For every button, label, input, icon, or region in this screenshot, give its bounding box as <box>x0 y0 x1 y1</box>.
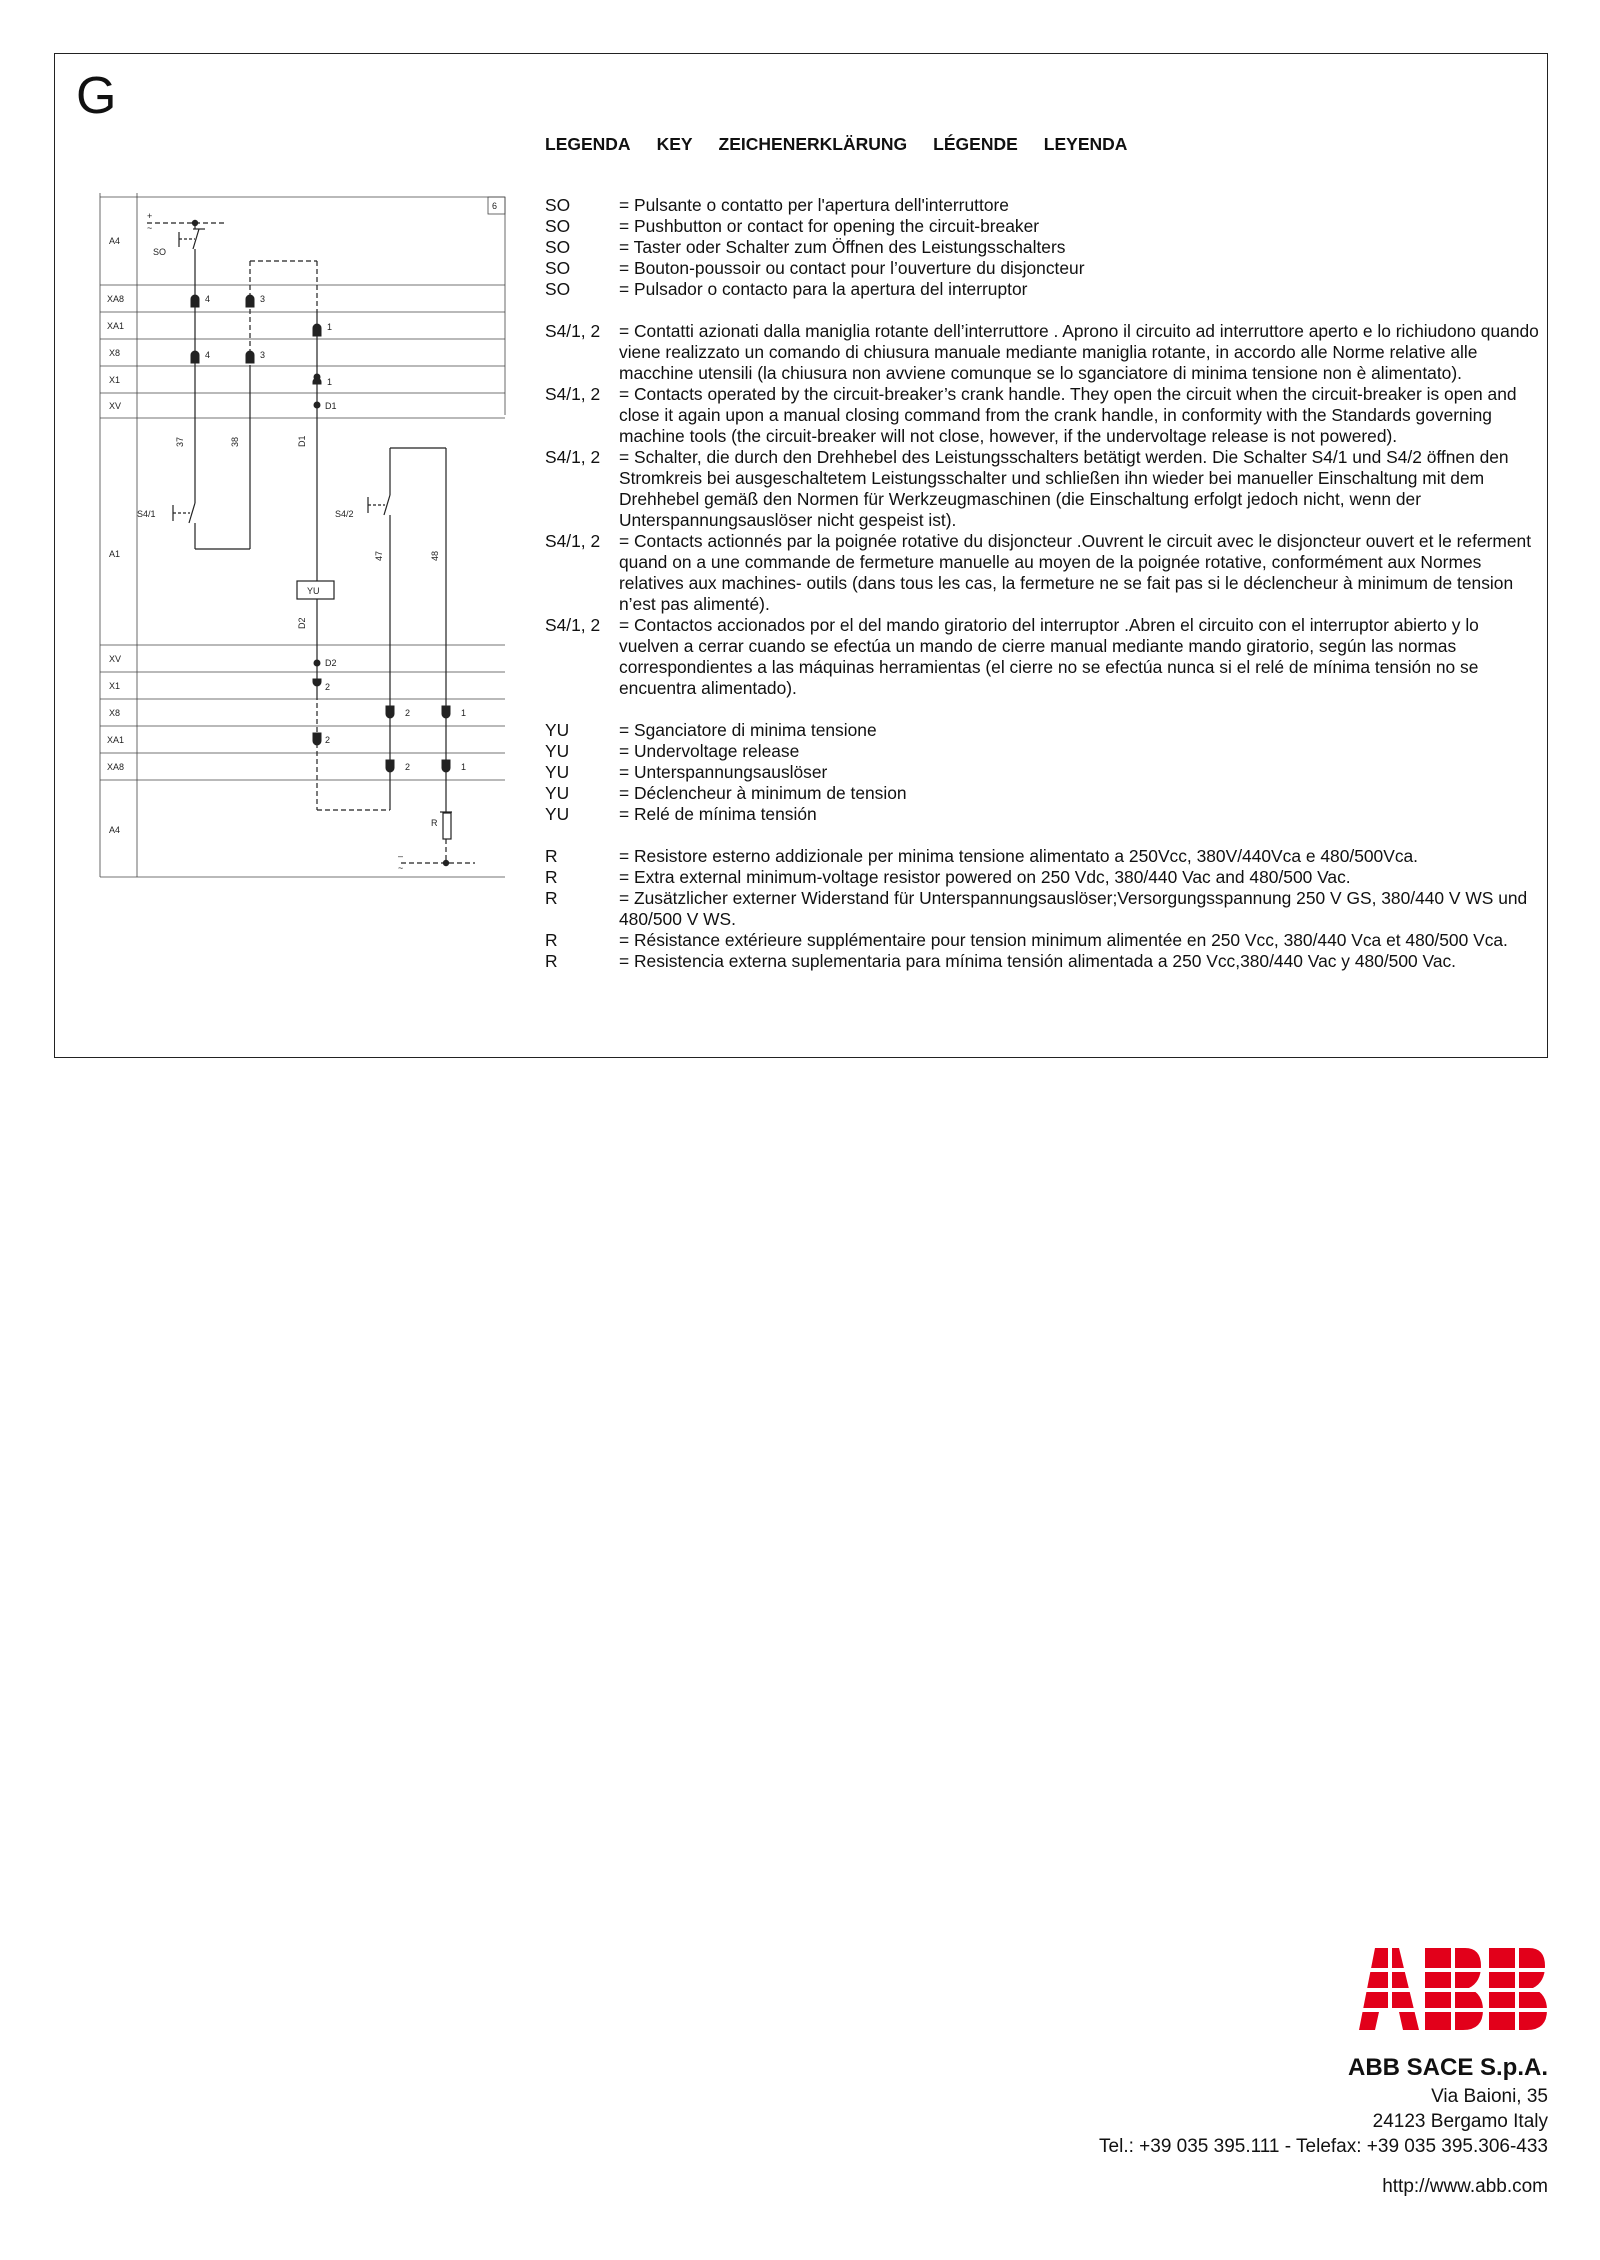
legend-header-en: KEY <box>656 134 693 154</box>
legend-description: = Resistore esterno addizionale per minima tensione alimentato a 250Vcc, 380V/440Vca e 480/500Vca. <box>619 846 1419 866</box>
legend-group <box>545 195 1540 300</box>
legend-description: = Contactos accionados por el del mando giratorio del interruptor .Abren el circuito con el interruptor abierto y lo vuelven a cerrar cuando se efectúa un mando de cierre manual mediante mando giratorio, según las normas correspondientes a las máquinas herramientas (el cierre no se efectúa nunca si el relé de mínima tensión no se encuentra alimentado). <box>619 615 1479 698</box>
legend-code: YU <box>545 741 570 761</box>
row-label: A4 <box>109 236 121 246</box>
terminal-label: 1 <box>327 377 333 387</box>
wire-label: D2 <box>297 617 307 629</box>
terminal-label: 1 <box>461 708 467 718</box>
s42-label: S4/2 <box>335 509 354 519</box>
terminal-label: 3 <box>260 294 266 304</box>
terminal-label: 2 <box>325 682 331 692</box>
legend-description: = Contatti azionati dalla maniglia rotante dell’interruttore . Aprono il circuito ad interruttore aperto e lo richiudono quando viene realizzato un comando di chiusura manuale mediante maniglia rotante, in accordo alle Norme relative alle macchine utensili (la chiusura non avviene comunque se lo sganciatore di minima tensione non è alimentato). <box>619 321 1539 383</box>
row-label: XV <box>109 401 122 411</box>
company-name: ABB SACE S.p.A. <box>1347 2054 1548 2081</box>
legend-entry <box>545 258 1540 279</box>
legend-code: S4/1, 2 <box>545 447 601 467</box>
terminal-label: 1 <box>327 322 333 332</box>
legend-code: S4/1, 2 <box>545 384 601 404</box>
legend-group <box>545 846 1540 972</box>
legend-entry <box>545 531 1540 615</box>
terminal-label: 1 <box>461 762 467 772</box>
legend-entry <box>545 867 1540 888</box>
legend-entry <box>545 279 1540 300</box>
legend-description: = Déclencheur à minimum de tension <box>619 783 907 803</box>
legend-code: R <box>545 846 558 866</box>
supply-ac-label-bottom: ~ <box>398 863 404 873</box>
legend-group <box>545 720 1540 825</box>
legend-description: = Pulsador o contacto para la apertura del interruptor <box>619 279 1028 299</box>
legend-description: = Bouton-poussoir ou contact pour l’ouverture du disjoncteur <box>619 258 1085 278</box>
terminal-label: 4 <box>205 350 211 360</box>
legend-code: R <box>545 888 558 908</box>
legend-code: SO <box>545 279 571 299</box>
legend-description: = Schalter, die durch den Drehhebel des Leistungsschalters betätigt werden. Die Schalter S4/1 und S4/2 öffnen den Stromkreis bei ausgeschaltetem Leistungsschalter und schließen ihn wieder bei manueller Einschaltung mit dem Drehhebel gemäß den Normen für Werkzeugmaschinen (die Einschaltung erfolgt jedoch nicht, wenn der Unterspannungsauslöser nicht gespeist ist). <box>619 447 1509 530</box>
r-label: R <box>431 818 438 828</box>
junction-dots <box>192 220 449 866</box>
wire-label: 47 <box>374 550 384 561</box>
supply-minus-label: – <box>398 851 404 861</box>
row-label: A4 <box>109 825 121 835</box>
row-label: XA8 <box>107 294 125 304</box>
legend <box>545 195 1540 993</box>
terminal-label: 2 <box>405 762 411 772</box>
legend-code: YU <box>545 804 570 824</box>
legend-entry <box>545 720 1540 741</box>
row-label: XA1 <box>107 735 125 745</box>
sheet-number: 6 <box>492 201 498 211</box>
legend-code: SO <box>545 195 571 215</box>
legend-header <box>545 134 1127 155</box>
legend-description: = Zusätzlicher externer Widerstand für Unterspannungsauslöser;Versorgungsspannung 250 V GS, 380/440 V WS und 480/500 V WS. <box>619 888 1528 929</box>
legend-code: SO <box>545 237 571 257</box>
row-label: X1 <box>109 375 121 385</box>
legend-header-es: LEYENDA <box>1043 134 1128 154</box>
legend-entry <box>545 804 1540 825</box>
legend-entry <box>545 783 1540 804</box>
legend-code: S4/1, 2 <box>545 321 601 341</box>
terminal-label: 2 <box>405 708 411 718</box>
legend-entry <box>545 321 1540 384</box>
legend-code: YU <box>545 762 570 782</box>
legend-code: R <box>545 951 558 971</box>
section-letter: G <box>76 67 117 125</box>
legend-code: R <box>545 930 558 950</box>
legend-code: SO <box>545 258 571 278</box>
terminal-label: D2 <box>325 658 337 668</box>
company-phone: Tel.: +39 035 395.111 - Telefax: +39 035 395.306-433 <box>1099 2136 1548 2157</box>
wiring-diagram <box>95 185 515 895</box>
legend-description: = Extra external minimum-voltage resistor powered on 250 Vdc, 380/440 Vac and 480/500 Vac. <box>619 867 1351 887</box>
legend-description: = Résistance extérieure supplémentaire pour tension minimum alimentée en 250 Vcc, 380/440 Vca et 480/500 Vca. <box>619 930 1508 950</box>
legend-code: S4/1, 2 <box>545 531 601 551</box>
legend-entry <box>545 951 1540 972</box>
row-label: XV <box>109 654 122 664</box>
wire-label: 48 <box>430 550 440 561</box>
yu-label: YU <box>307 586 320 596</box>
legend-description: = Pulsante o contatto per l'apertura dell'interruttore <box>619 195 1009 215</box>
row-label: X8 <box>109 708 121 718</box>
wire-labels <box>175 435 440 629</box>
legend-description: = Unterspannungsauslöser <box>619 762 828 782</box>
row-labels <box>107 236 124 835</box>
diagram-grid <box>100 193 505 877</box>
legend-description: = Relé de mínima tensión <box>619 804 817 824</box>
legend-description: = Pushbutton or contact for opening the circuit-breaker <box>619 216 1040 236</box>
legend-header-de: ZEICHENERKLÄRUNG <box>718 134 908 154</box>
row-label: XA1 <box>107 321 125 331</box>
terminal-label: 4 <box>205 294 211 304</box>
so-label: SO <box>153 247 167 257</box>
legend-header-fr: LÉGENDE <box>933 134 1018 154</box>
terminal-label: 2 <box>325 735 331 745</box>
legend-description: = Sganciatore di minima tensione <box>619 720 877 740</box>
legend-entry <box>545 846 1540 867</box>
supply-ac-label-top: ~ <box>147 223 153 233</box>
legend-code: S4/1, 2 <box>545 615 601 635</box>
legend-description: = Resistencia externa suplementaria para mínima tensión alimentada a 250 Vcc,380/440 Vac y 480/500 Vac. <box>619 951 1457 971</box>
wire-label: D1 <box>297 435 307 447</box>
legend-entry <box>545 447 1540 531</box>
legend-group <box>545 321 1540 699</box>
legend-entry <box>545 216 1540 237</box>
legend-description: = Contacts operated by the circuit-breaker’s crank handle. They open the circuit when the circuit-breaker is open and close it again upon a manual closing command from the crank handle, in conformity with the Standards governing machine tools (the circuit-breaker will not close, however, if the undervoltage release is not powered). <box>619 384 1517 446</box>
legend-entry <box>545 237 1540 258</box>
website-link[interactable]: http://www.abb.com <box>1382 2176 1548 2197</box>
legend-code: YU <box>545 720 570 740</box>
row-label: X8 <box>109 348 121 358</box>
legend-entry <box>545 615 1540 699</box>
legend-entry <box>545 384 1540 447</box>
s41-label: S4/1 <box>137 509 156 519</box>
company-info <box>1099 2052 1548 2159</box>
legend-header-it: LEGENDA <box>545 134 631 154</box>
legend-entry <box>545 762 1540 783</box>
abb-logo <box>1355 1948 1550 2030</box>
legend-description: = Taster oder Schalter zum Öffnen des Leistungsschalters <box>619 237 1066 257</box>
row-label: XA8 <box>107 762 125 772</box>
wire-label: 37 <box>175 436 185 447</box>
legend-description: = Undervoltage release <box>619 741 800 761</box>
legend-entry <box>545 195 1540 216</box>
legend-code: YU <box>545 783 570 803</box>
company-address-city: 24123 Bergamo Italy <box>1372 2111 1548 2132</box>
legend-code: SO <box>545 216 571 236</box>
terminal-connectors <box>191 295 450 772</box>
supply-plus-label: + <box>147 211 153 221</box>
terminal-label: 3 <box>260 350 266 360</box>
legend-code: R <box>545 867 558 887</box>
circuit-wiring <box>147 223 475 863</box>
row-label: X1 <box>109 681 121 691</box>
company-address-street: Via Baioni, 35 <box>1431 2086 1548 2107</box>
legend-description: = Contacts actionnés par la poignée rotative du disjoncteur .Ouvrent le circuit avec le disjoncteur ouvert et le referment quand on a une commande de fermeture manuelle au moyen de la poignée rotative, conformément aux Normes relatives aux machines- outils (dans tous les cas, la fermeture ne se fait pas si le déclencheur à minimum de tension n’est pas alimenté). <box>619 531 1532 614</box>
legend-entry <box>545 741 1540 762</box>
terminal-label: D1 <box>325 401 337 411</box>
wire-label: 38 <box>230 436 240 447</box>
row-label: A1 <box>109 549 121 559</box>
component-labels <box>137 211 438 873</box>
legend-entry <box>545 930 1540 951</box>
legend-entry <box>545 888 1540 930</box>
